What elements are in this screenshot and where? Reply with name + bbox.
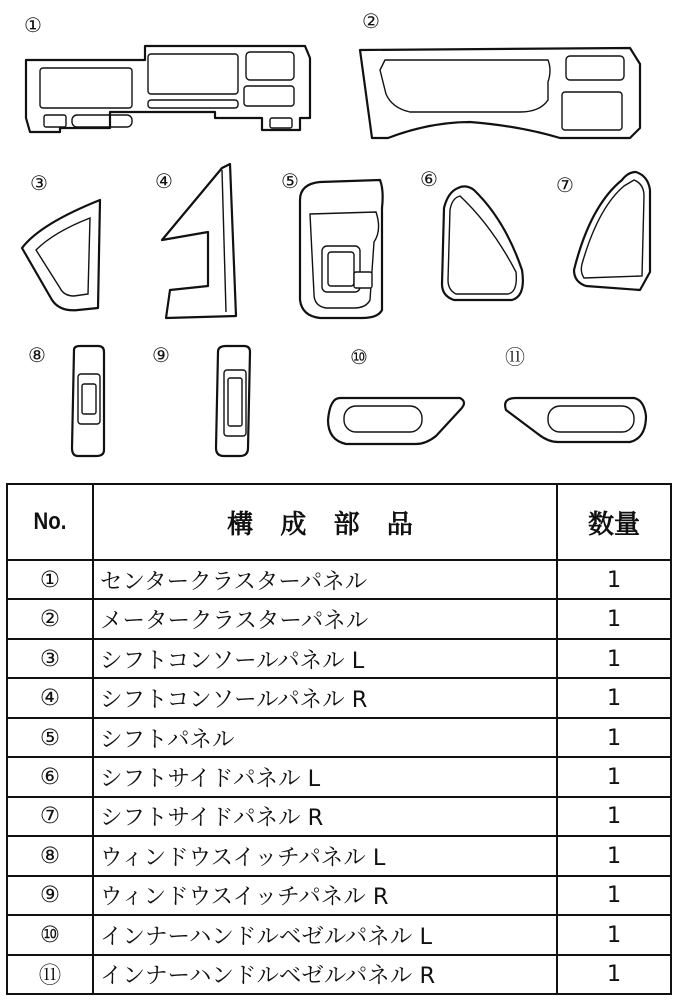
part-label-2: ② — [362, 9, 380, 33]
table-row — [7, 599, 671, 638]
row-part-name: ウィンドウスイッチパネル L — [93, 836, 557, 875]
row-part-name: シフトコンソールパネル R — [93, 678, 557, 717]
table-row — [7, 757, 671, 796]
window-switch-panel-l-drawing — [72, 346, 104, 456]
inner-handle-bezel-l-drawing — [328, 398, 464, 444]
row-part-name: インナーハンドルベゼルパネル R — [93, 955, 557, 994]
row-quantity: 1 — [557, 757, 671, 796]
row-quantity: 1 — [557, 915, 671, 954]
table-row — [7, 915, 671, 954]
row-part-name: ウィンドウスイッチパネル R — [93, 876, 557, 915]
shift-panel-drawing — [300, 180, 383, 318]
row-no: ⑦ — [7, 797, 93, 836]
table-row — [7, 718, 671, 757]
part-label-10: ⑩ — [350, 345, 368, 369]
row-quantity: 1 — [557, 836, 671, 875]
table-row — [7, 836, 671, 875]
part-label-4: ④ — [155, 169, 173, 193]
shift-console-panel-r-drawing — [162, 164, 236, 318]
row-part-name: メータークラスターパネル — [93, 599, 557, 638]
part-label-5: ⑤ — [281, 169, 299, 193]
row-quantity: 1 — [557, 599, 671, 638]
part-label-1: ① — [24, 13, 42, 37]
row-no: ⑩ — [7, 915, 93, 954]
row-quantity: 1 — [557, 560, 671, 599]
part-label-3: ③ — [30, 171, 48, 195]
row-part-name: インナーハンドルベゼルパネル L — [93, 915, 557, 954]
parts-diagram — [0, 0, 678, 470]
part-label-7: ⑦ — [556, 173, 574, 197]
row-quantity: 1 — [557, 678, 671, 717]
row-no: ② — [7, 599, 93, 638]
row-no: ③ — [7, 639, 93, 678]
row-quantity: 1 — [557, 955, 671, 994]
row-no: ① — [7, 560, 93, 599]
window-switch-panel-r-drawing — [216, 346, 250, 456]
inner-handle-bezel-r-drawing — [505, 398, 646, 442]
row-quantity: 1 — [557, 876, 671, 915]
row-no: ④ — [7, 678, 93, 717]
meter-cluster-panel-drawing — [360, 48, 640, 138]
shift-side-panel-r-drawing — [574, 172, 650, 290]
row-quantity: 1 — [557, 718, 671, 757]
row-quantity: 1 — [557, 797, 671, 836]
row-part-name: シフトコンソールパネル L — [93, 639, 557, 678]
row-part-name: シフトサイドパネル L — [93, 757, 557, 796]
part-label-8: ⑧ — [28, 343, 46, 367]
row-part-name: センタークラスターパネル — [93, 560, 557, 599]
table-row — [7, 797, 671, 836]
row-no: ⑧ — [7, 836, 93, 875]
row-no: ⑤ — [7, 718, 93, 757]
table-row — [7, 560, 671, 599]
row-quantity: 1 — [557, 639, 671, 678]
row-part-name: シフトサイドパネル R — [93, 797, 557, 836]
shift-side-panel-l-drawing — [442, 186, 523, 300]
header-no: No. — [13, 484, 86, 560]
table-row — [7, 639, 671, 678]
row-no: ⑥ — [7, 757, 93, 796]
table-row — [7, 678, 671, 717]
header-parts: 構 成 部 品 — [93, 484, 557, 560]
part-label-11: ⑪ — [505, 345, 525, 369]
part-label-9: ⑨ — [152, 343, 170, 367]
header-quantity: 数量 — [557, 484, 671, 560]
table-row — [7, 955, 671, 994]
shift-console-panel-l-drawing — [22, 200, 100, 310]
part-label-6: ⑥ — [420, 167, 438, 191]
center-cluster-panel-drawing — [26, 46, 310, 132]
table-header-row — [7, 484, 671, 560]
row-no: ⑪ — [7, 955, 93, 994]
row-part-name: シフトパネル — [93, 718, 557, 757]
parts-table — [6, 483, 672, 995]
row-no: ⑨ — [7, 876, 93, 915]
table-row — [7, 876, 671, 915]
